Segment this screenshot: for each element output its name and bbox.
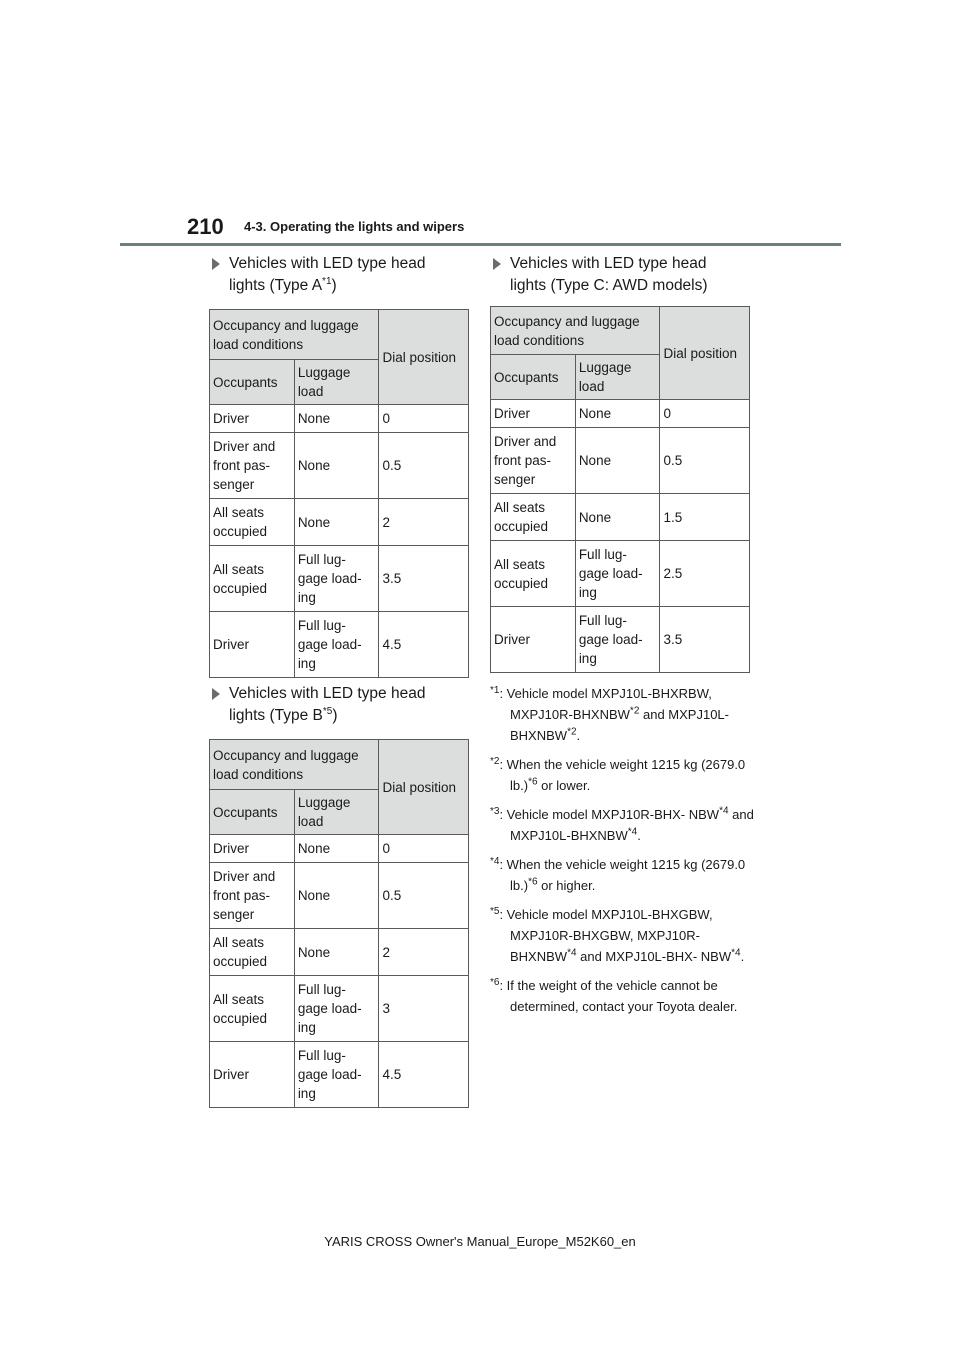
heading-type-a xyxy=(229,253,459,297)
cell-occupants: All seats occupied xyxy=(210,976,295,1042)
footnote-text: and MXPJ10L-BHXNBW xyxy=(510,707,729,743)
cell-dial: 3 xyxy=(379,976,469,1042)
cell-dial: 0 xyxy=(660,400,750,428)
cell-luggage: None xyxy=(294,835,379,863)
col-header-occupants: Occupants xyxy=(210,790,295,835)
table-row xyxy=(491,607,750,673)
cell-occupants: Driver xyxy=(210,835,295,863)
footnote xyxy=(490,854,770,896)
bullet-triangle-icon xyxy=(212,258,220,270)
footnote-ref: *6 xyxy=(528,776,538,788)
heading-tail: ) xyxy=(331,277,337,294)
footnote xyxy=(490,975,770,1017)
table-row xyxy=(210,499,469,546)
footnote-text: . xyxy=(740,949,745,964)
cell-luggage: None xyxy=(575,428,660,494)
col-header-luggage: Luggage load xyxy=(294,360,379,405)
heading-type-b xyxy=(229,683,459,727)
cell-dial: 2 xyxy=(379,499,469,546)
footnote-text: : Vehicle model MXPJ10L-BHXRBW, MXPJ10R-BHXNBW xyxy=(499,686,712,722)
table-row xyxy=(491,541,750,607)
table-row xyxy=(210,433,469,499)
cell-dial: 0.5 xyxy=(660,428,750,494)
cell-luggage: None xyxy=(294,499,379,546)
table-row xyxy=(210,976,469,1042)
col-header-dial: Dial position xyxy=(379,740,469,835)
col-header-luggage: Luggage load xyxy=(575,355,660,400)
col-header-occupants: Occupants xyxy=(491,355,576,400)
footnotes xyxy=(490,683,770,1025)
footnote-mark: *1 xyxy=(490,684,500,696)
footnote-text: : When the vehicle weight 1215 kg (2679.0 lb.) xyxy=(499,757,746,793)
table-row xyxy=(210,405,469,433)
cell-luggage: Full lug- gage load- ing xyxy=(575,541,660,607)
footnote-mark: *3 xyxy=(490,805,500,817)
table-row xyxy=(491,428,750,494)
cell-luggage: None xyxy=(294,405,379,433)
cell-occupants: All seats occupied xyxy=(210,499,295,546)
heading-tail: ) xyxy=(332,707,338,724)
cell-occupants: Driver xyxy=(210,1042,295,1108)
footnote-ref: *4 xyxy=(627,826,638,838)
footnote xyxy=(490,804,770,846)
cell-dial: 2.5 xyxy=(660,541,750,607)
cell-dial: 0 xyxy=(379,835,469,863)
col-header-luggage: Luggage load xyxy=(294,790,379,835)
table-type-a xyxy=(209,309,469,678)
cell-occupants: Driver xyxy=(491,400,576,428)
page-number: 210 xyxy=(187,214,224,239)
table-row xyxy=(210,863,469,929)
footnote-ref: *4 xyxy=(719,805,729,817)
cell-dial: 0.5 xyxy=(379,863,469,929)
footnote-ref: *4 xyxy=(731,947,741,959)
table-row xyxy=(210,612,469,678)
bullet-triangle-icon xyxy=(212,688,220,700)
footnote-text: : When the vehicle weight 1215 kg (2679.0 lb.) xyxy=(499,857,746,893)
cell-luggage: Full lug- gage load- ing xyxy=(575,607,660,673)
footnote-text: : Vehicle model MXPJ10L-BHXGBW, MXPJ10R-BHXGBW, MXPJ10R- BHXNBW xyxy=(499,907,713,964)
footnote-ref: *4 xyxy=(567,947,577,959)
header-rule xyxy=(120,243,841,246)
bullet-triangle-icon xyxy=(493,258,501,270)
footnote xyxy=(490,683,770,746)
col-header-conditions: Occupancy and luggage load conditions xyxy=(491,307,660,355)
heading-text: Vehicles with LED type head lights (Type B xyxy=(229,685,426,724)
cell-luggage: None xyxy=(294,433,379,499)
footnote-mark: *4 xyxy=(490,855,500,867)
heading-sup: *1 xyxy=(322,275,332,287)
footnote-ref: *2 xyxy=(567,726,577,738)
cell-luggage: Full lug- gage load- ing xyxy=(294,1042,379,1108)
cell-luggage: None xyxy=(575,494,660,541)
cell-luggage: None xyxy=(294,929,379,976)
cell-occupants: Driver and front pas- senger xyxy=(210,433,295,499)
cell-occupants: Driver xyxy=(210,612,295,678)
cell-occupants: Driver xyxy=(491,607,576,673)
cell-luggage: Full lug- gage load- ing xyxy=(294,976,379,1042)
heading-text: Vehicles with LED type head lights (Type C: AWD models) xyxy=(510,255,708,294)
cell-occupants: All seats occupied xyxy=(210,929,295,976)
cell-occupants: All seats occupied xyxy=(491,541,576,607)
footnote-mark: *5 xyxy=(490,905,500,917)
footnote-text: and MXPJ10L-BHXNBW xyxy=(510,807,754,843)
footnote-ref: *2 xyxy=(629,705,640,717)
cell-dial: 4.5 xyxy=(379,612,469,678)
cell-luggage: None xyxy=(294,863,379,929)
section-title: 4-3. Operating the lights and wipers xyxy=(244,219,465,234)
table-row xyxy=(210,929,469,976)
cell-luggage: Full lug- gage load- ing xyxy=(294,546,379,612)
cell-occupants: Driver xyxy=(210,405,295,433)
footnote-mark: *6 xyxy=(490,976,500,988)
table-row xyxy=(210,1042,469,1108)
footnote-text: . xyxy=(637,828,641,843)
heading-sup: *5 xyxy=(322,705,333,717)
table-row xyxy=(491,400,750,428)
footnote-text: . xyxy=(576,728,581,743)
heading-type-c xyxy=(510,253,740,297)
page-footer: YARIS CROSS Owner's Manual_Europe_M52K60_en xyxy=(324,1234,636,1249)
cell-dial: 1.5 xyxy=(660,494,750,541)
col-header-dial: Dial position xyxy=(660,307,750,400)
col-header-dial: Dial position xyxy=(379,310,469,405)
cell-occupants: Driver and front pas- senger xyxy=(210,863,295,929)
footnote-text: or lower. xyxy=(537,778,591,793)
footnote-text: : Vehicle model MXPJ10R-BHX- NBW xyxy=(499,807,720,822)
cell-occupants: All seats occupied xyxy=(210,546,295,612)
table-type-c xyxy=(490,306,750,673)
footnote xyxy=(490,904,770,967)
cell-dial: 2 xyxy=(379,929,469,976)
table-row xyxy=(210,835,469,863)
col-header-occupants: Occupants xyxy=(210,360,295,405)
cell-luggage: None xyxy=(575,400,660,428)
table-row xyxy=(210,546,469,612)
col-header-conditions: Occupancy and luggage load conditions xyxy=(210,310,379,360)
cell-dial: 3.5 xyxy=(660,607,750,673)
table-type-b xyxy=(209,739,469,1108)
cell-dial: 3.5 xyxy=(379,546,469,612)
cell-luggage: Full lug- gage load- ing xyxy=(294,612,379,678)
footnote-text: : If the weight of the vehicle cannot be determined, contact your Toyota dealer. xyxy=(499,978,738,1014)
footnote xyxy=(490,754,770,796)
footnote-ref: *6 xyxy=(528,876,538,888)
footnote-text: or higher. xyxy=(537,878,596,893)
table-row xyxy=(491,494,750,541)
cell-dial: 0 xyxy=(379,405,469,433)
col-header-conditions: Occupancy and luggage load conditions xyxy=(210,740,379,790)
footnote-mark: *2 xyxy=(490,755,500,767)
cell-dial: 4.5 xyxy=(379,1042,469,1108)
cell-occupants: Driver and front pas- senger xyxy=(491,428,576,494)
cell-occupants: All seats occupied xyxy=(491,494,576,541)
heading-text: Vehicles with LED type head lights (Type A xyxy=(229,255,426,294)
cell-dial: 0.5 xyxy=(379,433,469,499)
footnote-text: and MXPJ10L-BHX- NBW xyxy=(576,949,732,964)
